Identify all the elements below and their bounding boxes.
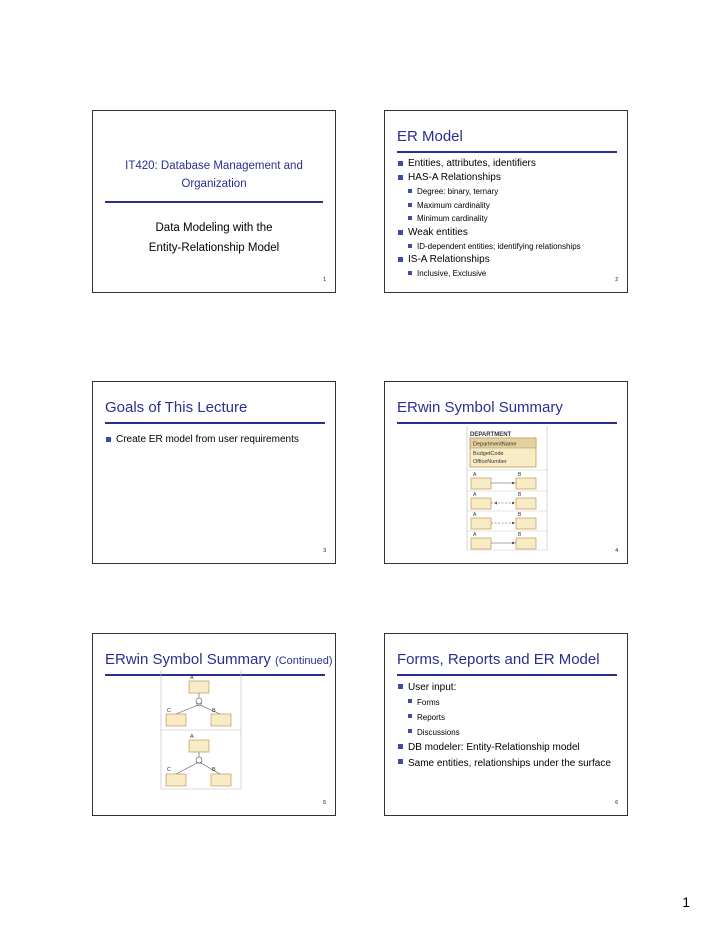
slide-1-title (93, 157, 335, 193)
slide-4-title: ERwin Symbol Summary (397, 399, 563, 416)
entity-box (471, 478, 491, 489)
entity-box (516, 538, 536, 549)
entity-box (211, 774, 231, 786)
bullet-item: IS-A Relationships (397, 253, 621, 267)
entity-label: B (212, 767, 216, 773)
slide-number: 5 (323, 800, 326, 806)
entity-attribute: BudgetCode (473, 451, 504, 457)
slide-2-bullets (397, 157, 621, 281)
sub-bullet-item: Inclusive, Exclusive (397, 267, 621, 281)
slide-2 (384, 110, 628, 293)
slide-1-title-line: Organization (181, 178, 247, 190)
slide-number: 6 (615, 800, 618, 806)
bullet-item: HAS-A Relationships (397, 171, 621, 185)
entity-box (471, 518, 491, 529)
entity-box (166, 774, 186, 786)
bullet-item: DB modeler: Entity-Relationship model (397, 740, 621, 755)
slide-1-subtitle-line: Entity-Relationship Model (148, 242, 280, 254)
entity-box (166, 714, 186, 726)
sub-bullet-item: Minimum cardinality (397, 212, 621, 226)
slide-number: 3 (323, 548, 326, 554)
entity-box (471, 498, 491, 509)
entity-box (516, 478, 536, 489)
cardinality-mark (512, 482, 514, 484)
entity-box (516, 498, 536, 509)
entity-label: A (190, 734, 194, 740)
entity-box (471, 538, 491, 549)
cardinality-mark (512, 542, 514, 544)
bullet-item: Same entities, relationships under the surface (397, 755, 621, 771)
entity-attribute: OfficeNumber (473, 459, 507, 465)
bullet-item: Entities, attributes, identifiers (397, 157, 621, 171)
sub-bullet-item: Reports (397, 710, 621, 725)
entity-name: DEPARTMENT (470, 432, 512, 438)
slide-3 (92, 381, 336, 564)
slide-number: 1 (323, 277, 326, 283)
cardinality-mark (512, 502, 514, 504)
slide-1-rule (105, 201, 323, 203)
slide-5-title-suffix: (Continued) (275, 655, 333, 667)
pair-label: B (518, 532, 522, 538)
entity-box (189, 740, 209, 752)
entity-label: C (167, 708, 171, 714)
slide-3-rule (105, 422, 325, 424)
entity-label: B (212, 708, 216, 714)
entity-box (189, 681, 209, 693)
bullet-item: Weak entities (397, 226, 621, 240)
sub-bullet-item: Discussions (397, 725, 621, 740)
pair-label: A (473, 532, 477, 538)
slide-2-rule (397, 151, 617, 153)
pair-label: A (473, 512, 477, 518)
pair-label: B (518, 492, 522, 498)
entity-box (211, 714, 231, 726)
pair-label: B (518, 472, 522, 478)
discriminator-symbol (196, 698, 202, 704)
slide-4 (384, 381, 628, 564)
slide-1-subtitle-line: Data Modeling with the (155, 222, 273, 234)
slide-1-title-line: IT420: Database Management and (125, 160, 303, 172)
slide-6-title: Forms, Reports and ER Model (397, 651, 600, 668)
slide-3-bullets (105, 433, 329, 447)
entity-attribute: DepartmentName (473, 441, 517, 448)
slide-3-title: Goals of This Lecture (105, 399, 248, 416)
sub-bullet-item: Forms (397, 695, 621, 710)
slide-number: 2 (615, 277, 618, 283)
entity-label: C (167, 767, 171, 773)
pair-label: A (473, 492, 477, 498)
entity-box (516, 518, 536, 529)
slide-5-title (105, 651, 333, 668)
cardinality-mark (494, 502, 497, 505)
discriminator-symbol (196, 757, 202, 763)
bullet-item: User input: (397, 680, 621, 695)
slide-4-rule (397, 422, 617, 424)
slide-2-title: ER Model (397, 128, 463, 145)
slide-1-subtitle (93, 218, 335, 258)
sub-bullet-item: Degree: binary, ternary (397, 185, 621, 199)
bullet-item: Create ER model from user requirements (105, 433, 329, 447)
slide-6-rule (397, 674, 617, 676)
slide-5-title-main: ERwin Symbol Summary (105, 651, 271, 668)
erwin-subtype-figure (159, 670, 245, 790)
erwin-symbol-figure (465, 426, 551, 552)
slide-number: 4 (615, 548, 618, 554)
cardinality-mark (512, 522, 514, 524)
page-number: 1 (682, 894, 690, 910)
pair-label: B (518, 512, 522, 518)
sub-bullet-item: ID-dependent entities; identifying relationships (397, 240, 621, 254)
pair-label: A (473, 472, 477, 478)
slide-5 (92, 633, 336, 816)
sub-bullet-item: Maximum cardinality (397, 199, 621, 213)
slide-6 (384, 633, 628, 816)
slide-6-bullets (397, 680, 621, 771)
slide-1 (92, 110, 336, 293)
entity-label: A (190, 675, 194, 681)
